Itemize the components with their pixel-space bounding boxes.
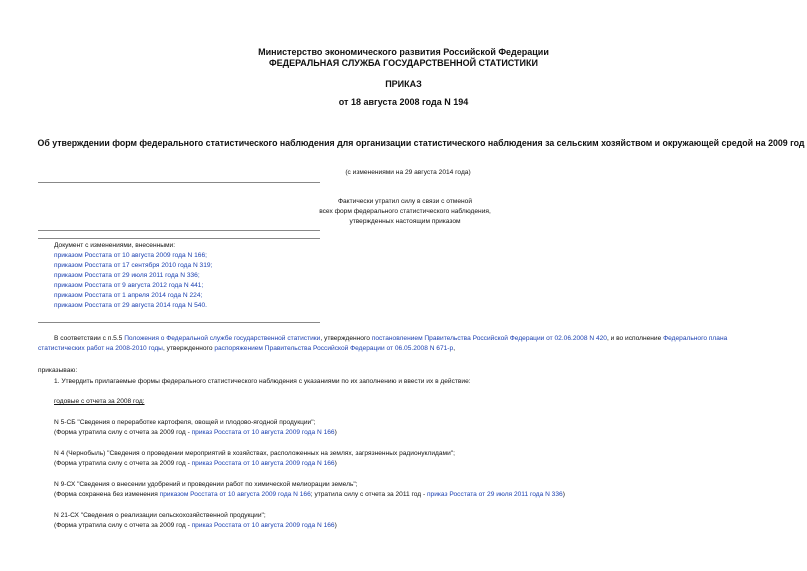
government-order-link[interactable]: распоряжением Правительства Российской Федерации от 06.05.2008 N 671-р: [214, 345, 454, 352]
annual-heading: годовые с отчета за 2008 год:: [54, 398, 145, 405]
preamble-text: , утвержденного: [320, 335, 372, 342]
void-note: [300, 197, 510, 227]
change-link[interactable]: приказом Росстата от 9 августа 2012 года N 441;: [54, 282, 204, 289]
form-note-link[interactable]: приказом Росстата от 10 августа 2009 года N 166: [159, 491, 311, 498]
form-note-text: ): [334, 522, 337, 529]
form-note: [54, 490, 565, 500]
form-note-text: ): [562, 491, 565, 498]
item-1: 1. Утвердить прилагаемые формы федерального статистического наблюдения с указаниями по их заполнению и ввести их в действие:: [54, 378, 471, 385]
document-date-number: от 18 августа 2008 года N 194: [338, 97, 469, 107]
divider: [38, 238, 320, 239]
form-name: N 21-СХ "Сведения о реализации сельскохозяйственной продукции";: [54, 512, 266, 519]
divider: [38, 230, 320, 231]
order-word: приказываю:: [38, 367, 78, 374]
preamble-text: В соответствии с п.5.5: [54, 335, 125, 342]
form-note-link[interactable]: приказ Росстата от 10 августа 2009 года N 166: [191, 522, 335, 529]
form-name: N 5-СБ "Сведения о переработке картофеля, овощей и плодово-ягодной продукции";: [54, 419, 316, 426]
form-name: N 4 (Чернобыль) "Сведения о проведении мероприятий в хозяйствах, расположенных на землях, загрязненных радионуклидами";: [54, 450, 455, 457]
government-decree-link[interactable]: постановлением Правительства Российской Федерации от 02.06.2008 N 420: [371, 335, 607, 342]
ministry-name: Министерство экономического развития Российской Федерации: [258, 47, 549, 57]
preamble-text: ,: [453, 345, 456, 352]
form-note-text: ): [334, 460, 337, 467]
form-note: [54, 428, 337, 438]
void-note-line: всех форм федерального статистического наблюдения,: [319, 208, 491, 215]
divider: [38, 182, 320, 183]
preamble-text: , утвержденного: [162, 345, 215, 352]
form-item: [54, 511, 337, 531]
void-note-line: утвержденных настоящим приказом: [349, 218, 461, 225]
form-name: N 9-СХ "Сведения о внесении удобрений и проведении работ по химической мелиорации земель";: [54, 481, 358, 488]
form-note-text: (Форма утратила силу с отчета за 2009 год -: [54, 429, 192, 436]
change-link[interactable]: приказом Росстата от 29 июля 2011 года N 336;: [54, 272, 200, 279]
document-type: ПРИКАЗ: [385, 79, 422, 89]
form-item: [54, 480, 565, 500]
change-link[interactable]: приказом Росстата от 10 августа 2009 года N 166;: [54, 252, 207, 259]
form-item: [54, 449, 455, 469]
change-link[interactable]: приказом Росстата от 29 августа 2014 года N 540.: [54, 302, 207, 309]
change-link[interactable]: приказом Росстата от 17 сентября 2010 года N 319;: [54, 262, 213, 269]
form-note-text: (Форма утратила силу с отчета за 2009 год -: [54, 460, 192, 467]
changes-heading: Документ с изменениями, внесенными:: [54, 242, 176, 249]
preamble-text: , и во исполнение: [606, 335, 664, 342]
form-note-text: ): [334, 429, 337, 436]
form-item: [54, 418, 337, 438]
form-note: [54, 521, 337, 531]
form-note-text: (Форма утратила силу с отчета за 2009 год -: [54, 522, 192, 529]
amended-note: (с изменениями на 29 августа 2014 года): [345, 169, 471, 176]
divider: [38, 322, 320, 323]
preamble-paragraph: [38, 334, 770, 354]
changes-block: [54, 241, 212, 311]
regulation-link[interactable]: Положения о Федеральной службе государственной статистики: [124, 335, 321, 342]
change-link[interactable]: приказом Росстата от 1 апреля 2014 года N 224;: [54, 292, 203, 299]
form-note-link[interactable]: приказ Росстата от 10 августа 2009 года N 166: [191, 429, 335, 436]
form-note: [54, 459, 455, 469]
service-name: ФЕДЕРАЛЬНАЯ СЛУЖБА ГОСУДАРСТВЕННОЙ СТАТИСТИКИ: [269, 58, 538, 68]
document-title: Об утверждении форм федерального статистического наблюдения для организации статистического наблюдения за сельским хозяйством и окружающей средой на 2009 год: [37, 138, 805, 148]
form-note-link[interactable]: приказ Росстата от 10 августа 2009 года N 166: [191, 460, 335, 467]
form-note-link[interactable]: приказ Росстата от 29 июля 2011 года N 336: [426, 491, 563, 498]
form-note-text: ; утратила силу с отчета за 2011 год -: [310, 491, 427, 498]
void-note-line: Фактически утратил силу в связи с отменой: [337, 198, 473, 205]
federal-plan-link[interactable]: Федерального плана статистических работ на 2008-2010 годы: [38, 335, 728, 352]
form-note-text: (Форма сохранена без изменения: [54, 491, 160, 498]
